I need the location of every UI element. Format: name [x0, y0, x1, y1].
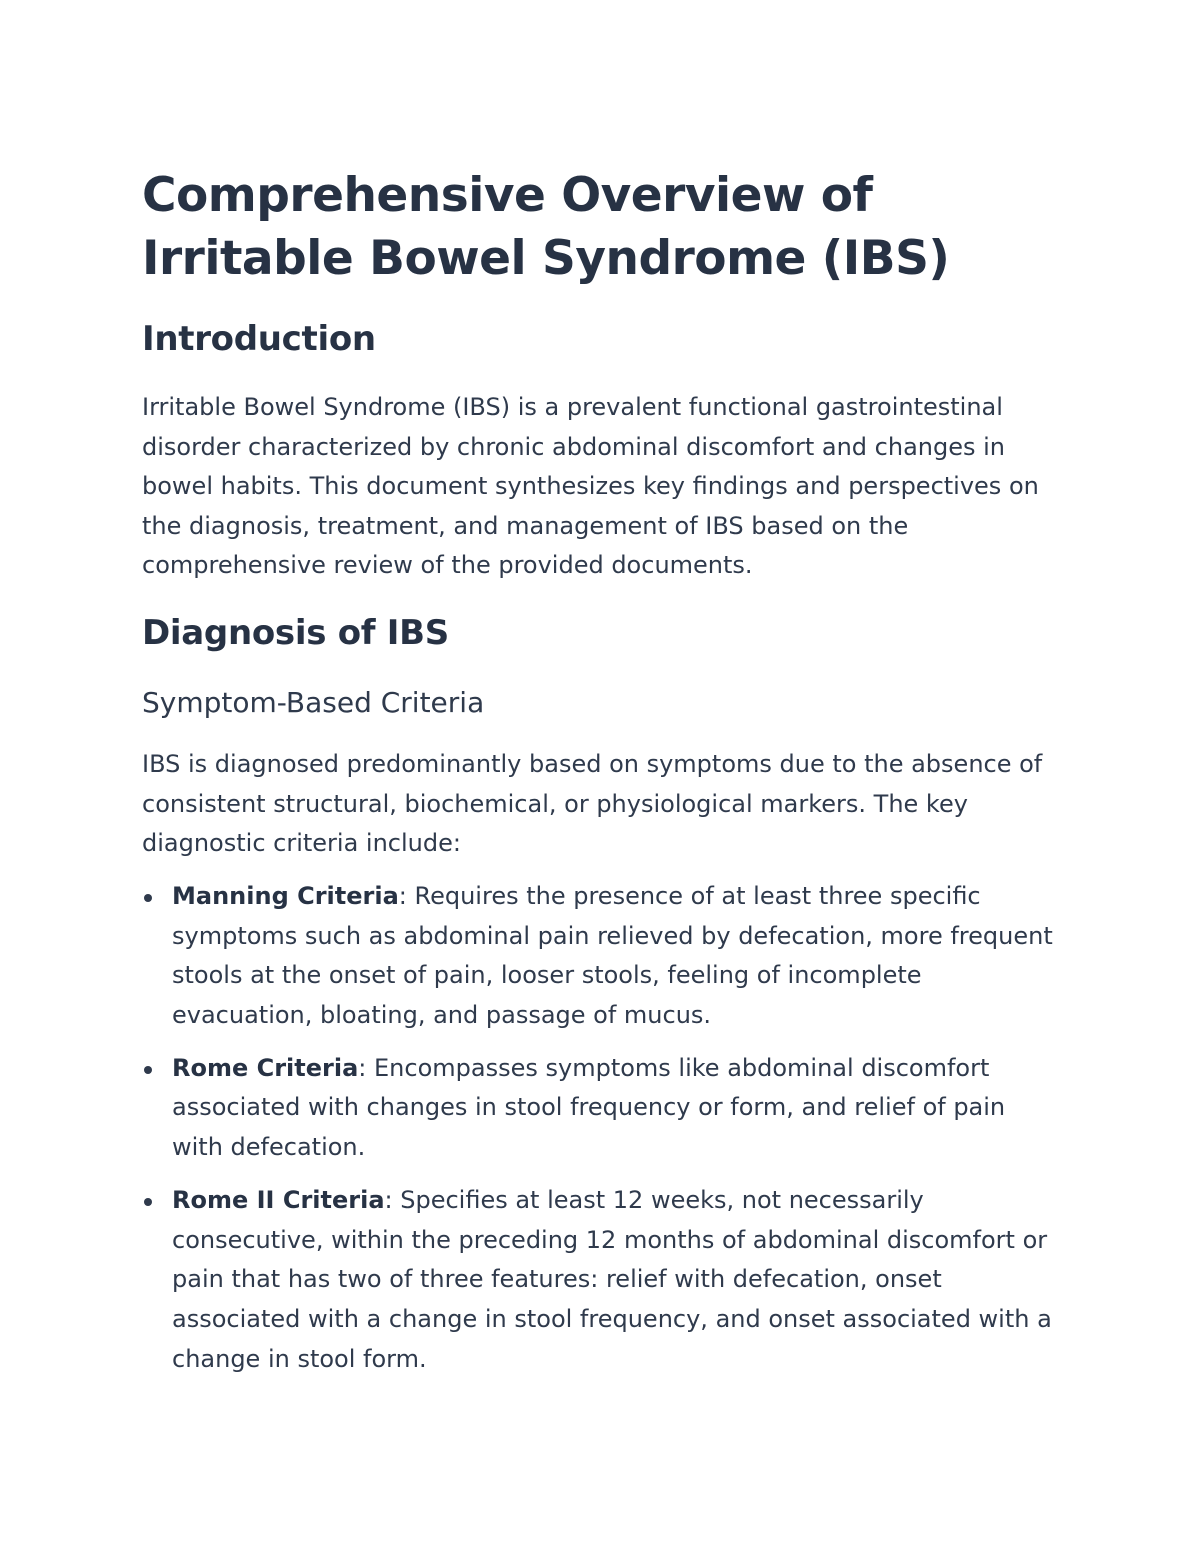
- bullet-icon: [144, 1198, 152, 1206]
- criteria-description: : Specifies at least 12 weeks, not necessarily consecutive, within the preceding 12 months of abdominal discomfort or pain that has two of three features: relief with defecation, onset associated with a change in stool frequency, and onset associated with a change in stool form.: [172, 1186, 1052, 1373]
- symptom-criteria-paragraph: IBS is diagnosed predominantly based on symptoms due to the absence of consistent structural, biochemical, or physiological markers. The key diagnostic criteria include:: [142, 750, 1043, 858]
- document-title: Comprehensive Overview of Irritable Bowel Syndrome (IBS): [142, 168, 950, 286]
- criteria-term: Rome II Criteria: [172, 1186, 385, 1215]
- list-item-rome-criteria: [142, 1049, 1062, 1168]
- criteria-term: Manning Criteria: [172, 882, 399, 910]
- criteria-description: : Encompasses symptoms like abdominal discomfort associated with changes in stool frequency or form, and relief of pain with defecation.: [172, 1053, 1006, 1162]
- introduction-paragraph: Irritable Bowel Syndrome (IBS) is a prevalent functional gastrointestinal disorder characterized by chronic abdominal discomfort and changes in bowel habits. This document synthesizes key findings and perspectives on the diagnosis, treatment, and management of IBS based on the comprehensive review of the provided documents.: [142, 393, 1039, 580]
- criteria-description: : Requires the presence of at least three specific symptoms such as abdominal pain relieved by defecation, more frequent stools at the onset of pain, looser stools, feeling of incomplete evacuation, bloating, and passage of mucus.: [172, 882, 1053, 1029]
- criteria-list: [142, 877, 1062, 1393]
- bullet-icon: [144, 1066, 152, 1074]
- criteria-term: Rome Criteria: [172, 1053, 359, 1082]
- diagnosis-heading: Diagnosis of IBS: [142, 613, 449, 653]
- bullet-icon: [144, 894, 152, 902]
- introduction-heading: Introduction: [142, 319, 376, 359]
- list-item-rome-ii-criteria: [142, 1181, 1062, 1379]
- list-item-manning-criteria: [142, 877, 1062, 1035]
- symptom-criteria-heading: Symptom-Based Criteria: [142, 686, 485, 719]
